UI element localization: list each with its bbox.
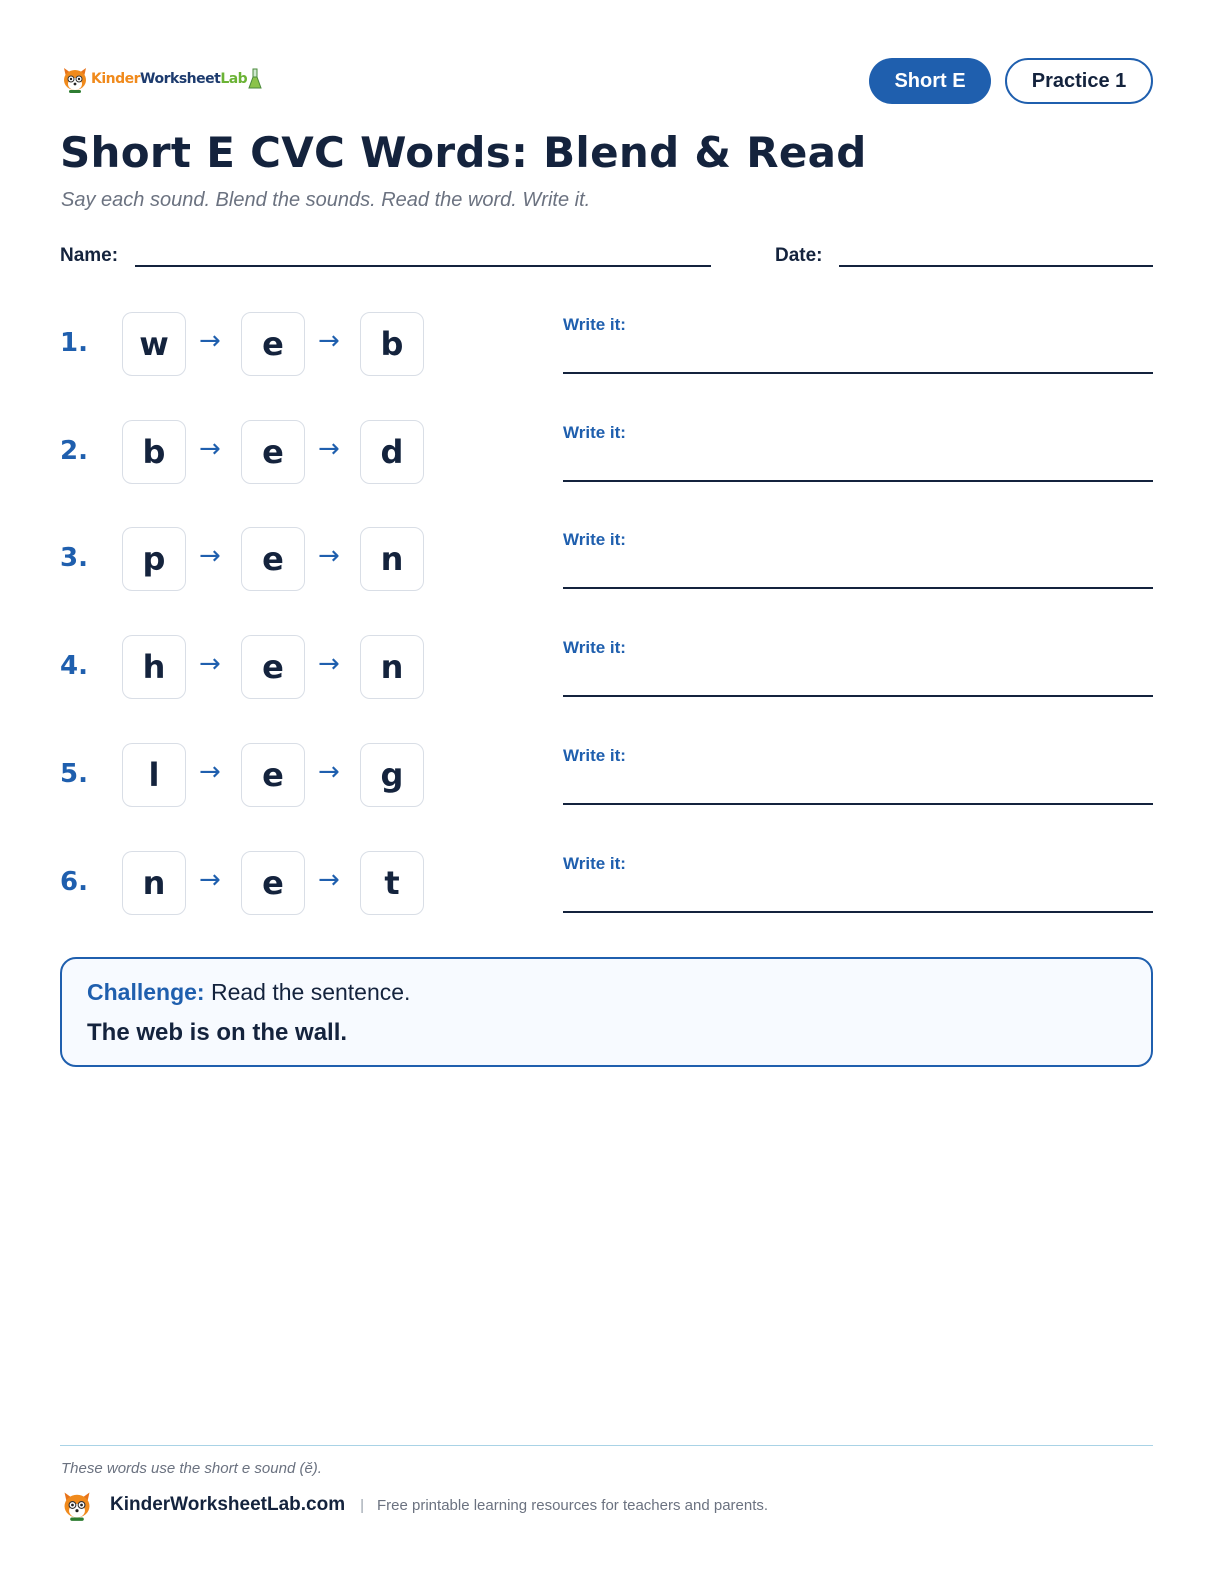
row-number: 3. bbox=[60, 543, 88, 573]
arrow-right-icon: → bbox=[199, 757, 221, 787]
letter-tile: d bbox=[360, 420, 424, 484]
row-number: 4. bbox=[60, 651, 88, 681]
letter-tile: e bbox=[241, 851, 305, 915]
row-number: 6. bbox=[60, 867, 88, 897]
write-it-field[interactable] bbox=[563, 803, 1153, 805]
write-it-field[interactable] bbox=[563, 911, 1153, 913]
challenge-box bbox=[60, 957, 1153, 1067]
row-number: 1. bbox=[60, 328, 88, 358]
page-title: Short E CVC Words: Blend & Read bbox=[60, 128, 867, 177]
letter-tile: b bbox=[360, 312, 424, 376]
letter-tile: e bbox=[241, 420, 305, 484]
word-row bbox=[60, 312, 1153, 392]
arrow-right-icon: → bbox=[199, 541, 221, 571]
letter-tile: n bbox=[360, 527, 424, 591]
instructions: Say each sound. Blend the sounds. Read the word. Write it. bbox=[61, 189, 591, 211]
letter-tile: p bbox=[122, 527, 186, 591]
word-row bbox=[60, 743, 1153, 823]
write-it-label: Write it: bbox=[563, 423, 626, 442]
arrow-right-icon: → bbox=[199, 649, 221, 679]
challenge-sentence: The web is on the wall. bbox=[87, 1019, 348, 1046]
name-label: Name: bbox=[60, 245, 119, 266]
arrow-right-icon: → bbox=[318, 541, 340, 571]
topic-badge: Short E bbox=[869, 58, 991, 104]
arrow-right-icon: → bbox=[318, 326, 340, 356]
arrow-right-icon: → bbox=[318, 434, 340, 464]
word-row bbox=[60, 851, 1153, 931]
letter-tile: w bbox=[122, 312, 186, 376]
footer-separator: | bbox=[360, 1496, 364, 1514]
worksheet-page bbox=[60, 0, 1153, 1584]
word-row bbox=[60, 527, 1153, 607]
write-it-label: Write it: bbox=[563, 746, 626, 765]
write-it-label: Write it: bbox=[563, 530, 626, 549]
arrow-right-icon: → bbox=[199, 434, 221, 464]
arrow-right-icon: → bbox=[318, 865, 340, 895]
arrow-right-icon: → bbox=[318, 649, 340, 679]
write-it-label: Write it: bbox=[563, 315, 626, 334]
arrow-right-icon: → bbox=[199, 326, 221, 356]
letter-tile: g bbox=[360, 743, 424, 807]
logo-wordmark: KinderWorksheetLab bbox=[91, 71, 248, 87]
letter-tile: b bbox=[122, 420, 186, 484]
write-it-field[interactable] bbox=[563, 480, 1153, 482]
letter-tile: l bbox=[122, 743, 186, 807]
write-it-label: Write it: bbox=[563, 854, 626, 873]
write-it-label: Write it: bbox=[563, 638, 626, 657]
challenge-label: Challenge: bbox=[87, 979, 205, 1005]
row-number: 2. bbox=[60, 436, 88, 466]
letter-tile: n bbox=[360, 635, 424, 699]
write-it-field[interactable] bbox=[563, 695, 1153, 697]
footer-site-link[interactable]: KinderWorksheetLab.com bbox=[110, 1494, 346, 1515]
letter-tile: e bbox=[241, 527, 305, 591]
letter-tile: e bbox=[241, 635, 305, 699]
footer-tagline: Free printable learning resources for teachers and parents. bbox=[377, 1496, 769, 1514]
footer-brand bbox=[60, 1488, 768, 1522]
letter-tile: h bbox=[122, 635, 186, 699]
footer-divider bbox=[60, 1445, 1153, 1446]
row-number: 5. bbox=[60, 759, 88, 789]
letter-tile: t bbox=[360, 851, 424, 915]
letter-tile: e bbox=[241, 743, 305, 807]
arrow-right-icon: → bbox=[199, 865, 221, 895]
word-row bbox=[60, 420, 1153, 500]
challenge-heading bbox=[87, 979, 410, 1006]
letter-tile: e bbox=[241, 312, 305, 376]
write-it-field[interactable] bbox=[563, 372, 1153, 374]
write-it-field[interactable] bbox=[563, 587, 1153, 589]
fox-mascot-icon bbox=[60, 64, 90, 94]
arrow-right-icon: → bbox=[318, 757, 340, 787]
site-logo[interactable] bbox=[60, 64, 262, 94]
date-label: Date: bbox=[775, 245, 823, 266]
letter-tile: n bbox=[122, 851, 186, 915]
date-field[interactable] bbox=[839, 265, 1153, 267]
name-field[interactable] bbox=[135, 265, 711, 267]
practice-badge: Practice 1 bbox=[1005, 58, 1153, 104]
footer-note: These words use the short e sound (ĕ). bbox=[61, 1460, 322, 1477]
challenge-instruction: Read the sentence. bbox=[210, 979, 411, 1005]
fox-mascot-icon bbox=[60, 1488, 94, 1522]
word-row bbox=[60, 635, 1153, 715]
flask-icon bbox=[248, 68, 262, 90]
